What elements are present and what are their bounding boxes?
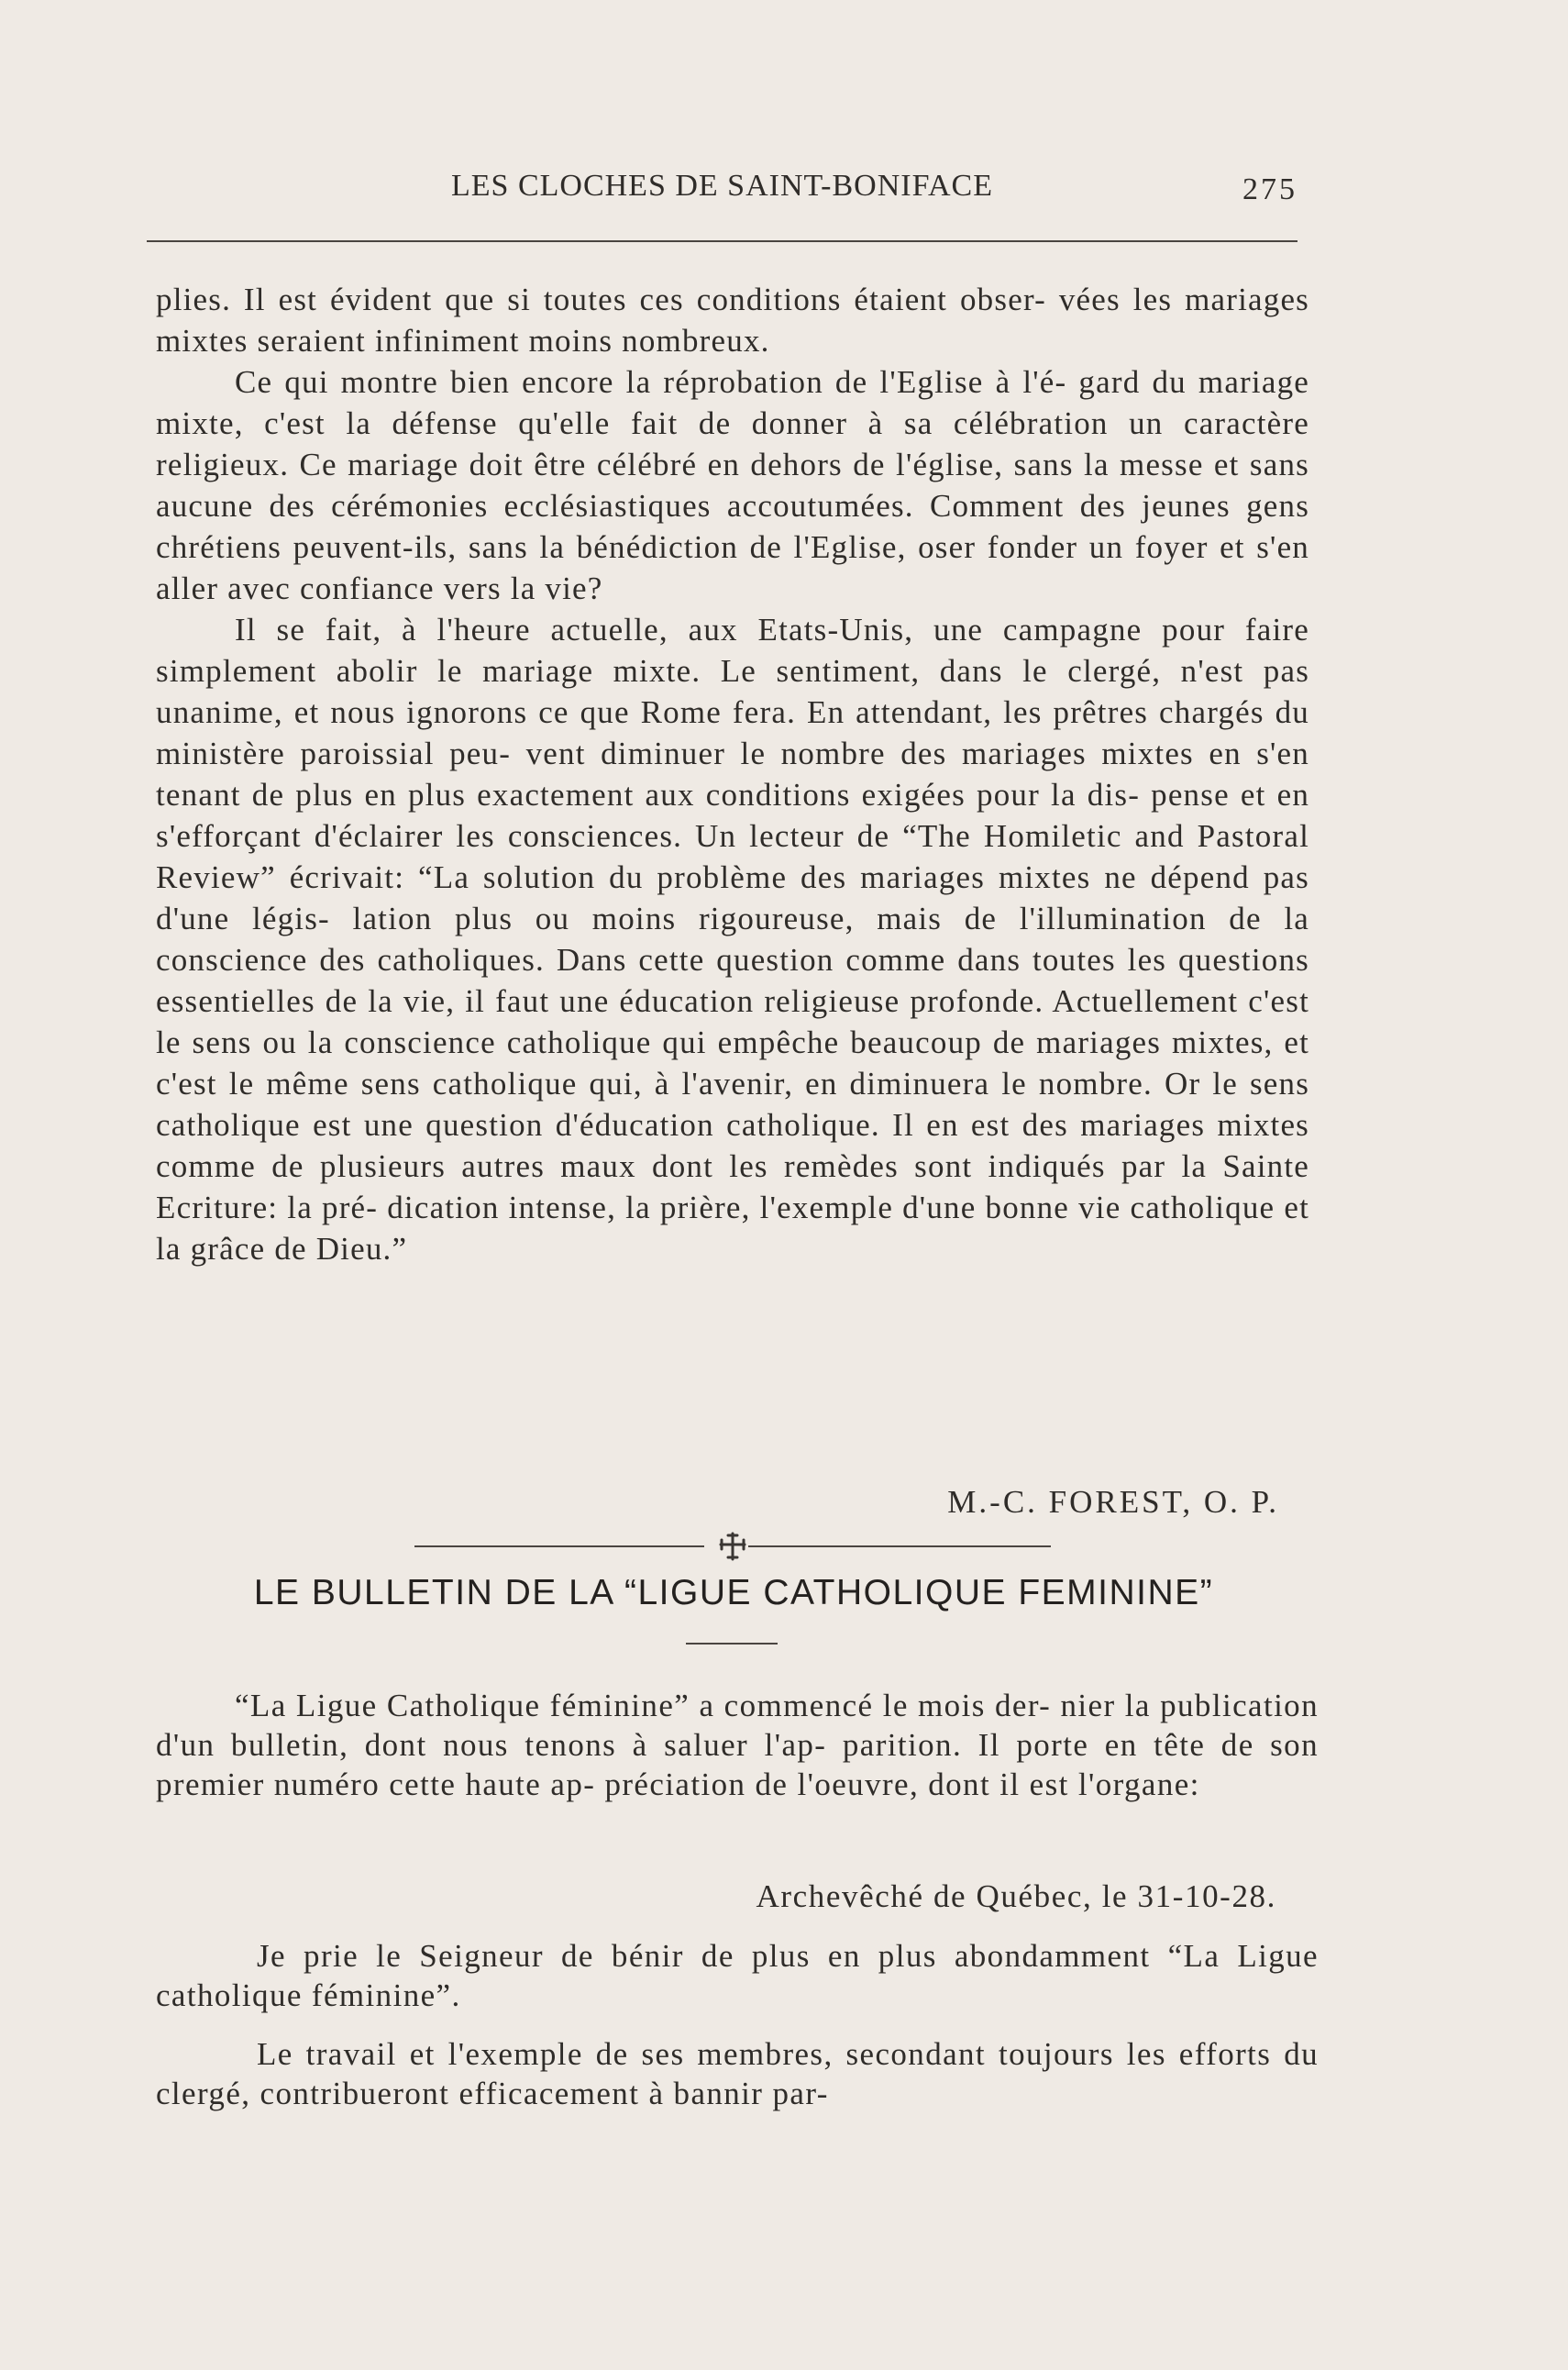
letter-dateline: Archevêché de Québec, le 31-10-28. bbox=[756, 1878, 1276, 1914]
text-line: dication intense, la prière, l'exemple d'une bonne vie catholique bbox=[387, 1190, 1275, 1225]
heading-underline bbox=[686, 1643, 778, 1645]
text-line: Je prie le Seigneur de bénir de plus en plus abondamment bbox=[257, 1938, 1151, 1974]
text-line: les efforts du clergé, contribueront efficacement à bannir par- bbox=[156, 2036, 1319, 2111]
text-line: conscience des catholiques. Dans cette question comme dans bbox=[156, 942, 1021, 978]
text-line: toutes les questions essentielles de la vie, il faut une éducation bbox=[156, 942, 1309, 1019]
text-line: Il se fait, à l'heure actuelle, aux Etats-Unis, une campagne bbox=[235, 612, 1143, 648]
article-body bbox=[156, 279, 1309, 1269]
text-line: parition. Il porte en tête de son premier numéro cette haute ap- bbox=[156, 1727, 1319, 1802]
text-line: gens chrétiens peuvent-ils, sans la bénédiction de l'Eglise, oser bbox=[156, 488, 1310, 565]
text-line: cérémonies ecclésiastiques accoutumées. Comment des jeunes bbox=[331, 488, 1231, 524]
text-line: gard du mariage mixte, c'est la défense qu'elle fait de donner bbox=[156, 364, 1310, 441]
text-line: plies. Il est évident que si toutes ces conditions étaient obser- bbox=[156, 282, 1046, 317]
text-line: préciation de l'oeuvre, dont il est l'organe: bbox=[604, 1766, 1200, 1802]
text-line: du problème des mariages mixtes ne dépend pas d'une légis- bbox=[156, 859, 1309, 936]
bulletin-intro bbox=[156, 1686, 1319, 1804]
intro-paragraph bbox=[156, 1686, 1319, 1804]
text-line: de plus en plus exactement aux conditions exigées pour la dis- bbox=[251, 777, 1141, 813]
text-line: dont les remèdes sont indiqués par la Sainte Ecriture: la pré- bbox=[156, 1148, 1310, 1225]
text-line: nier la publication d'un bulletin, dont nous tenons à saluer l'ap- bbox=[156, 1688, 1319, 1763]
text-line: catholique qui empêche beaucoup de mariages mixtes, et c'est bbox=[156, 1024, 1310, 1102]
section-divider bbox=[414, 1527, 1051, 1564]
text-line: vées les mariages mixtes seraient infiniment moins nombreux. bbox=[156, 282, 1309, 359]
text-line: le clergé, n'est pas unanime, et nous ignorons ce que Rome fera. bbox=[156, 653, 1310, 730]
divider-rule-right bbox=[748, 1545, 1051, 1547]
article-paragraph bbox=[156, 361, 1309, 609]
text-line: “The Homiletic and Pastoral Review” écrivait: “La solution bbox=[156, 818, 1309, 895]
section-heading: LE BULLETIN DE LA “LIGUE CATHOLIQUE FEMININE” bbox=[253, 1573, 1214, 1612]
article-paragraph bbox=[156, 279, 1309, 361]
author-signature: M.-C. FOREST, O. P. bbox=[947, 1484, 1279, 1520]
text-line: Le travail et l'exemple de ses membres, secondant toujours bbox=[257, 2036, 1114, 2072]
text-line: religieuse profonde. Actuellement c'est le sens ou la conscience bbox=[156, 983, 1310, 1060]
text-line: En attendant, les prêtres chargés du ministère paroissial peu- bbox=[156, 694, 1309, 771]
page-number: 275 bbox=[1242, 172, 1297, 206]
text-line: le même sens catholique qui, à l'avenir, en diminuera le nombre. bbox=[228, 1066, 1153, 1102]
cross-icon bbox=[718, 1531, 747, 1562]
text-line: Or le sens catholique est une question d'éducation catholique. bbox=[156, 1066, 1310, 1143]
text-line: à sa célébration un caractère religieux. Ce mariage doit être bbox=[156, 405, 1310, 482]
text-line: pour faire simplement abolir le mariage mixte. Le sentiment, dans bbox=[156, 612, 1310, 689]
quoted-letter bbox=[156, 1936, 1319, 2132]
header-rule bbox=[147, 240, 1297, 242]
text-line: fonder un foyer et s'en aller avec confiance vers la vie? bbox=[156, 529, 1310, 606]
text-line: et la grâce de Dieu.” bbox=[156, 1190, 1310, 1267]
article-paragraph bbox=[156, 609, 1309, 1269]
text-line: célébré en dehors de l'église, sans la messe et sans aucune des bbox=[156, 447, 1309, 524]
running-title: LES CLOCHES DE SAINT-BONIFACE bbox=[451, 169, 993, 203]
divider-rule-left bbox=[414, 1545, 704, 1547]
text-line: lation plus ou moins rigoureuse, mais de l'illumination de la bbox=[352, 901, 1309, 936]
running-head bbox=[147, 169, 1297, 209]
text-line: pense et en s'efforçant d'éclairer les consciences. Un lecteur de bbox=[156, 777, 1310, 854]
letter-paragraph bbox=[156, 1936, 1319, 2015]
text-line: Ce qui montre bien encore la réprobation de l'Eglise à l'é- bbox=[235, 364, 1067, 400]
text-line: vent diminuer le nombre des mariages mixtes en s'en tenant bbox=[156, 736, 1309, 813]
letter-paragraph bbox=[156, 2034, 1319, 2113]
text-line: “La Ligue Catholique féminine” a commencé le mois der- bbox=[235, 1688, 1052, 1723]
text-line: Il en est des mariages mixtes comme de plusieurs autres maux bbox=[156, 1107, 1309, 1184]
text-line: “La Ligue catholique féminine”. bbox=[156, 1938, 1319, 2013]
